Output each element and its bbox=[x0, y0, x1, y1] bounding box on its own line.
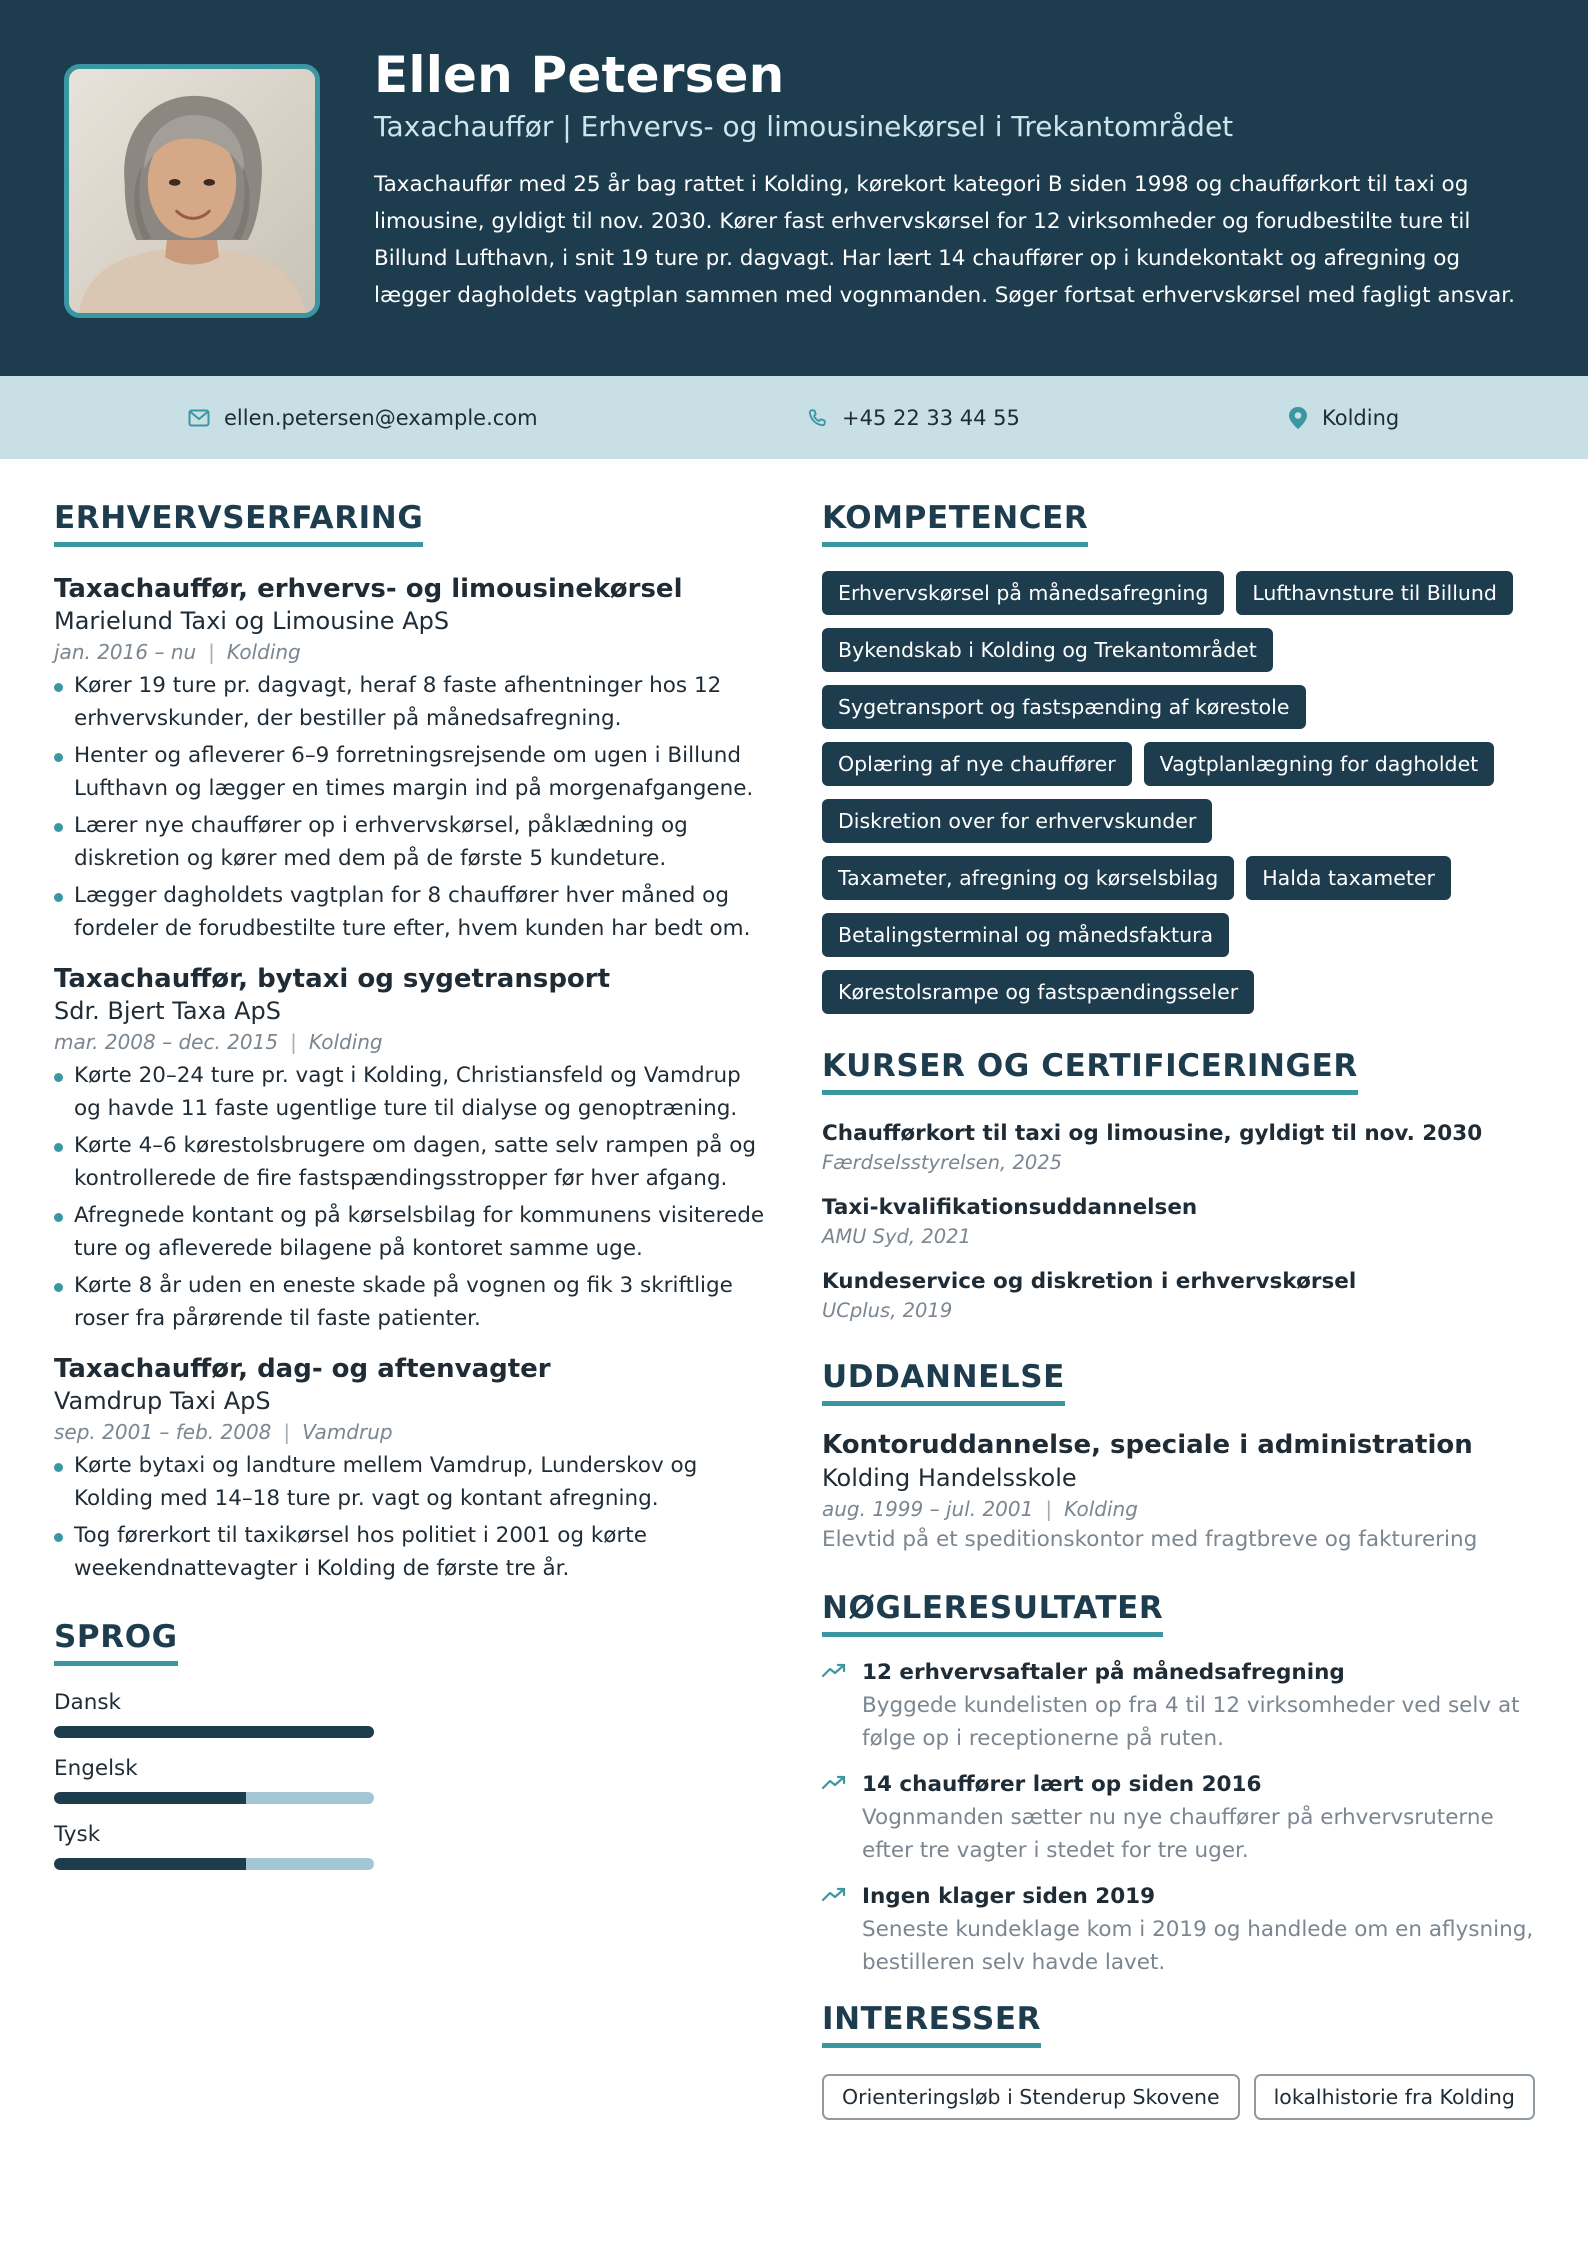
trending-up-icon bbox=[822, 1887, 846, 1903]
header bbox=[0, 0, 1588, 376]
job-location: Kolding bbox=[308, 1030, 383, 1054]
result-item bbox=[822, 1769, 1542, 1867]
language-item bbox=[54, 1688, 774, 1738]
job-bullets bbox=[54, 1449, 774, 1585]
experience-entry bbox=[54, 1353, 774, 1585]
job-bullet: Kørte bytaxi og landture mellem Vamdrup, Lunderskov og Kolding med 14–18 ture pr. vagt og kontant afregning. bbox=[54, 1449, 774, 1515]
certification-meta: AMU Syd, 2021 bbox=[822, 1225, 971, 1248]
certification-list bbox=[822, 1119, 1542, 1325]
job-period: sep. 2001 – feb. 2008 bbox=[54, 1420, 272, 1444]
job-title: Taxachauffør, erhvervs- og limousinekørsel bbox=[54, 574, 683, 604]
language-item bbox=[54, 1754, 774, 1804]
phone-icon bbox=[806, 407, 828, 429]
interests-section bbox=[822, 2001, 1542, 2120]
certification-meta: Færdselsstyrelsen, 2025 bbox=[822, 1151, 1063, 1174]
skill-tag: Taxameter, afregning og kørselsbilag bbox=[822, 856, 1234, 900]
contact-phone[interactable] bbox=[806, 376, 1020, 459]
job-period: jan. 2016 – nu bbox=[54, 640, 197, 664]
left-column bbox=[54, 500, 774, 1886]
skill-tags bbox=[822, 571, 1522, 1014]
job-meta: jan. 2016 – nu | Kolding bbox=[54, 640, 301, 664]
job-bullet: Lægger dagholdets vagtplan for 8 chauffører hver måned og fordeler de forudbestilte ture efter, hvem kunden har bedt om. bbox=[54, 879, 774, 945]
job-title: Taxachauffør, bytaxi og sygetransport bbox=[54, 964, 611, 994]
language-name: Dansk bbox=[54, 1690, 122, 1715]
section-title-results: NØGLERESULTATER bbox=[822, 1590, 1163, 1637]
skill-tag: Betalingsterminal og månedsfaktura bbox=[822, 913, 1229, 957]
profile-summary: Taxachauffør med 25 år bag rattet i Kolding, kørekort kategori B siden 1998 og chaufførkort til taxi og limousine, gyldigt til nov. 2030. Kører fast erhvervskørsel for 12 virksomheder og forudbestilte ture til Billund Lufthavn, i snit 19 ture pr. dagvagt. Har lært 14 chauffører op i kundekontakt og afregning og lægger dagholdets vagtplan sammen med vognmanden. Søger fortsat erhvervskørsel med fagligt ansvar. bbox=[374, 172, 1515, 308]
contact-email[interactable] bbox=[188, 376, 538, 459]
section-title-education: UDDANNELSE bbox=[822, 1359, 1065, 1406]
education-title: Kontoruddannelse, speciale i administration bbox=[822, 1430, 1473, 1460]
section-title-skills: KOMPETENCER bbox=[822, 500, 1088, 547]
result-title: 14 chauffører lært op siden 2016 bbox=[862, 1772, 1262, 1797]
portrait-image bbox=[69, 69, 315, 313]
right-column bbox=[822, 500, 1542, 2120]
job-bullet: Afregnede kontant og på kørselsbilag for kommunens visiterede ture og afleverede bilagene på kontoret samme uge. bbox=[54, 1199, 774, 1265]
education-section bbox=[822, 1359, 1542, 1556]
result-item bbox=[822, 1657, 1542, 1755]
section-title-interests: INTERESSER bbox=[822, 2001, 1041, 2048]
education-meta: aug. 1999 – jul. 2001 | Kolding bbox=[822, 1497, 1138, 1521]
result-title: 12 erhvervsaftaler på månedsafregning bbox=[862, 1660, 1345, 1685]
interest-tags bbox=[822, 2074, 1542, 2120]
language-name: Engelsk bbox=[54, 1756, 138, 1781]
interest-tag: Orienteringsløb i Stenderup Skovene bbox=[822, 2074, 1240, 2120]
language-item bbox=[54, 1820, 774, 1870]
language-level-bar bbox=[54, 1858, 374, 1870]
email-text: ellen.petersen@example.com bbox=[224, 405, 538, 430]
language-level-bar bbox=[54, 1792, 374, 1804]
skill-tag: Halda taxameter bbox=[1246, 856, 1451, 900]
job-bullet: Kører 19 ture pr. dagvagt, heraf 8 faste afhentninger hos 12 erhvervskunder, der bestiller på månedsafregning. bbox=[54, 669, 774, 735]
result-description: Byggede kundelisten op fra 4 til 12 virksomheder ved selv at følge op i receptionerne på ruten. bbox=[862, 1693, 1520, 1751]
trending-up-icon bbox=[822, 1663, 846, 1679]
education-location: Kolding bbox=[1064, 1497, 1138, 1521]
section-title-certifications: KURSER OG CERTIFICERINGER bbox=[822, 1048, 1358, 1095]
candidate-headline: Taxachauffør | Erhvervs- og limousinekørsel i Trekantområdet bbox=[374, 110, 1234, 143]
skill-tag: Lufthavnsture til Billund bbox=[1236, 571, 1513, 615]
job-bullet: Lærer nye chauffører op i erhvervskørsel, påklædning og diskretion og kører med dem på de første 5 kundeture. bbox=[54, 809, 774, 875]
education-school: Kolding Handelsskole bbox=[822, 1464, 1077, 1492]
job-bullets bbox=[54, 1059, 774, 1335]
education-description: Elevtid på et speditionskontor med fragtbreve og fakturering bbox=[822, 1527, 1478, 1552]
skill-tag: Sygetransport og fastspænding af kørestole bbox=[822, 685, 1306, 729]
certifications-section bbox=[822, 1048, 1542, 1325]
language-level-fill bbox=[54, 1858, 246, 1870]
result-description: Vognmanden sætter nu nye chauffører på erhvervsruterne efter tre vagter i stedet for tre uger. bbox=[862, 1805, 1494, 1863]
certification-item bbox=[822, 1119, 1542, 1177]
job-title: Taxachauffør, dag- og aftenvagter bbox=[54, 1354, 551, 1384]
job-company: Vamdrup Taxi ApS bbox=[54, 1387, 271, 1415]
certification-item bbox=[822, 1267, 1542, 1325]
result-title: Ingen klager siden 2019 bbox=[862, 1884, 1156, 1909]
location-text: Kolding bbox=[1322, 405, 1400, 430]
result-item bbox=[822, 1881, 1542, 1979]
skill-tag: Erhvervskørsel på månedsafregning bbox=[822, 571, 1224, 615]
map-pin-icon bbox=[1288, 406, 1308, 430]
education-period: aug. 1999 – jul. 2001 bbox=[822, 1497, 1034, 1521]
language-level-bar bbox=[54, 1726, 374, 1738]
job-bullets bbox=[54, 669, 774, 945]
experience-entry bbox=[54, 963, 774, 1335]
profile-photo bbox=[64, 64, 320, 318]
job-meta: sep. 2001 – feb. 2008 | Vamdrup bbox=[54, 1420, 393, 1444]
results-section bbox=[822, 1590, 1542, 1979]
section-title-languages: SPROG bbox=[54, 1619, 178, 1666]
job-location: Kolding bbox=[226, 640, 301, 664]
certification-name: Kundeservice og diskretion i erhvervskørsel bbox=[822, 1269, 1357, 1294]
skill-tag: Kørestolsrampe og fastspændingsseler bbox=[822, 970, 1254, 1014]
skill-tag: Diskretion over for erhvervskunder bbox=[822, 799, 1212, 843]
result-description: Seneste kundeklage kom i 2019 og handlede om en aflysning, bestilleren selv havde lavet. bbox=[862, 1917, 1534, 1975]
skill-tag: Oplæring af nye chauffører bbox=[822, 742, 1132, 786]
contact-bar bbox=[0, 376, 1588, 459]
skill-tag: Bykendskab i Kolding og Trekantområdet bbox=[822, 628, 1273, 672]
language-name: Tysk bbox=[54, 1822, 101, 1847]
job-company: Marielund Taxi og Limousine ApS bbox=[54, 607, 450, 635]
job-bullet: Kørte 4–6 kørestolsbrugere om dagen, satte selv rampen på og kontrollerede de fire fastspændingsstropper før hver afgang. bbox=[54, 1129, 774, 1195]
education-entry bbox=[822, 1428, 1542, 1556]
skill-tag: Vagtplanlægning for dagholdet bbox=[1144, 742, 1495, 786]
job-meta: mar. 2008 – dec. 2015 | Kolding bbox=[54, 1030, 383, 1054]
language-level-fill bbox=[54, 1792, 246, 1804]
phone-text: +45 22 33 44 55 bbox=[842, 405, 1020, 430]
envelope-icon bbox=[188, 409, 210, 427]
interest-tag: lokalhistorie fra Kolding bbox=[1254, 2074, 1535, 2120]
result-list bbox=[822, 1657, 1542, 1979]
candidate-name: Ellen Petersen bbox=[374, 46, 785, 104]
experience-entry bbox=[54, 573, 774, 945]
certification-name: Taxi-kvalifikationsuddannelsen bbox=[822, 1195, 1198, 1220]
job-bullet: Kørte 20–24 ture pr. vagt i Kolding, Christiansfeld og Vamdrup og havde 11 faste ugentlige ture til dialyse og genoptræning. bbox=[54, 1059, 774, 1125]
language-level-fill bbox=[54, 1726, 374, 1738]
job-company: Sdr. Bjert Taxa ApS bbox=[54, 997, 282, 1025]
certification-meta: UCplus, 2019 bbox=[822, 1299, 953, 1322]
job-bullet: Tog førerkort til taxikørsel hos politiet i 2001 og kørte weekendnattevagter i Kolding de første tre år. bbox=[54, 1519, 774, 1585]
trending-up-icon bbox=[822, 1775, 846, 1791]
section-title-experience: ERHVERVSERFARING bbox=[54, 500, 423, 547]
job-bullet: Kørte 8 år uden en eneste skade på vognen og fik 3 skriftlige roser fra pårørende til faste patienter. bbox=[54, 1269, 774, 1335]
job-period: mar. 2008 – dec. 2015 bbox=[54, 1030, 279, 1054]
language-list bbox=[54, 1688, 774, 1870]
job-bullet: Henter og afleverer 6–9 forretningsrejsende om ugen i Billund Lufthavn og lægger en times margin ind på morgenafgangene. bbox=[54, 739, 774, 805]
certification-item bbox=[822, 1193, 1542, 1251]
contact-location bbox=[1288, 376, 1399, 459]
certification-name: Chaufførkort til taxi og limousine, gyldigt til nov. 2030 bbox=[822, 1121, 1483, 1146]
languages-section bbox=[54, 1619, 774, 1870]
job-location: Vamdrup bbox=[302, 1420, 393, 1444]
